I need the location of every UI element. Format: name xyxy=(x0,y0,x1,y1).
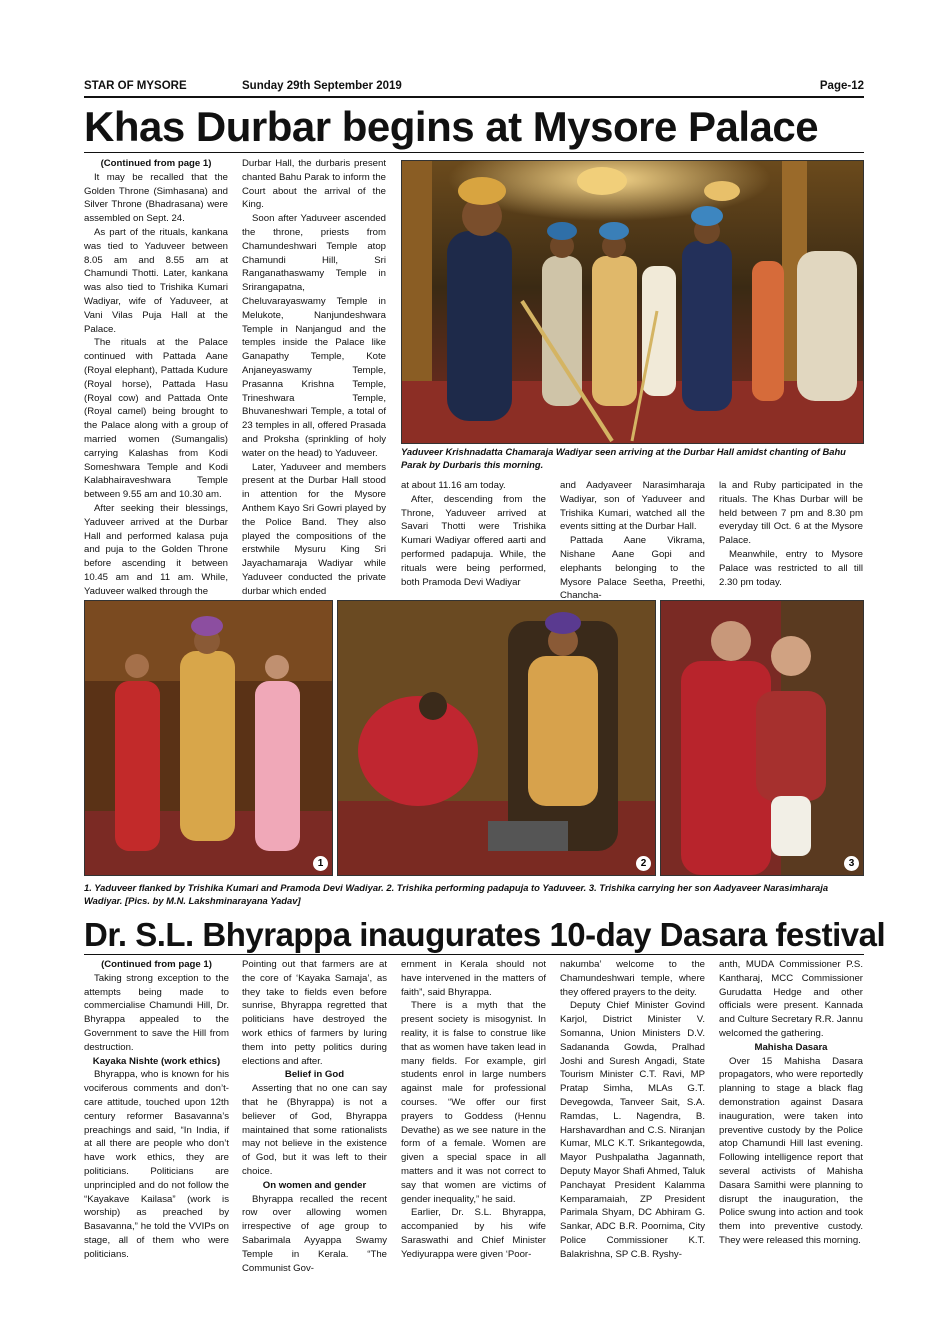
paragraph: After seeking their blessings, Yaduveer arrived at the Durbar Hall and performed kalasa puja and puja to the Golden Throne before ascending it between 10.45 am and 11 am. While, Yaduveer walked through the xyxy=(84,502,228,597)
paragraph: Over 15 Mahisha Dasara propagators, who were reportedly planning to stage a black flag demonstration against Dasara inauguration, were taken into preventive custody by the Police atop Chamundi Hill last evening. Following intelligence report that several activists of Mahisha Dasara Samithi were planning to disrupt the inauguration, the Police swung into action and took them into preventive custody. They were released this morning. xyxy=(719,1055,863,1246)
paragraph: Deputy Chief Minister Govind Karjol, District Minister V. Somanna, Union Ministers D.V. Sadananda Gowda, Pralhad Joshi and Suresh Angadi, State Tourism Minister C.T. Ravi, MP Pratap Simha, MLAs G.T. Devegowda, Tanveer Sait, S.A. Ramdas, L. Nagendra, B. Harshavardhan and C.S. Niranjan Kumar, MLC K.T. Srikantegowda, Mayor Pushpalatha Jagannath, Deputy Mayor Shafi Ahmed, Taluk Panchayat President Kalamma Kemparamaiah, ZP President Parimala Shyam, DC Abhiram G. Sankar, ADC B.R. Poornima, City Police Commissioner K.T. Balakrishna, SP C.B. Ryshy- xyxy=(560,1000,705,1260)
paragraph: Soon after Yaduveer ascended the throne, priests from Chamundeshwari Temple atop Chamundi Hill, Sri Ranganathaswamy Temple in Srirangapatna, Cheluvarayaswamy Temple in Melukote, Nanjundeshwara Temple in Nanjangud and the temples inside the Palace like Ganapathy Temple, Kote Anjaneyaswamy Temple, Prasanna Krishna Temple, Trineshwara Temple, Bhuvaneshwari Temple, a total of 23 temples in all, offered Prasada and Proksha (sprinkling of holy water on the head) to Yaduveer. xyxy=(242,213,386,459)
story2-column-1 xyxy=(84,958,229,1262)
paragraph: Durbar Hall, the durbaris present chanted Bahu Parak to inform the Court about the arrival of the King. xyxy=(242,158,386,211)
paragraph: Pattada Aane Vikrama, Nishane Aane Gopi and elephants belonging to the Mysore Palace Seetha, Preethi, Chancha- xyxy=(560,535,705,602)
paragraph: and Aadyaveer Narasimharaja Wadiyar, son of Yaduveer and Trishika Kumari, watched all the events sitting at the Durbar Hall. xyxy=(560,480,705,533)
story1-column-3 xyxy=(401,479,546,589)
subheading: Belief in God xyxy=(284,1069,345,1081)
story2-headline: Dr. S.L. Bhyrappa inaugurates 10-day Dasara festival xyxy=(84,916,886,953)
paragraph: Earlier, Dr. S.L. Bhyrappa, accompanied by his wife Saraswathi and Chief Minister Yediyurappa were given ‘Poor- xyxy=(401,1207,546,1260)
photo-2 xyxy=(337,600,656,876)
masthead-rule xyxy=(84,96,864,98)
paragraph: It may be recalled that the Golden Throne (Simhasana) and Silver Throne (Bhadrasana) were assembled on Sept. 24. xyxy=(84,171,228,225)
story1-column-4 xyxy=(560,479,705,603)
paragraph: Pointing out that farmers are at the core of ‘Kayaka Samaja’, as they take to fields even before sunrise, Bhyrappa regretted that politicians have destroyed the work ethics of farmers by luring them into petty politics during elections and after. xyxy=(242,959,387,1067)
story2-column-4 xyxy=(560,958,705,1262)
main-photo-caption: Yaduveer Krishnadatta Chamaraja Wadiyar seen arriving at the Durbar Hall amidst chanting of Bahu Parak by Durbaris this morning. xyxy=(401,446,846,470)
subheading: Kayaka Nishte (work ethics) xyxy=(92,1055,221,1067)
photo-3 xyxy=(660,600,864,876)
paragraph: nakumba’ welcome to the Chamundeshwari temple, where they offered prayers to the deity. xyxy=(560,959,705,998)
story1-column-2 xyxy=(242,157,386,599)
photo-number-1: 1 xyxy=(313,856,328,871)
story1-headline: Khas Durbar begins at Mysore Palace xyxy=(84,103,819,150)
paragraph: Taking strong exception to the attempts being made to commercialise Chamundi Hill, Dr. Bhyrappa appealed to the Government to save the Hill from destruction. xyxy=(84,972,229,1053)
photo-number-3: 3 xyxy=(844,856,859,871)
subheading: On women and gender xyxy=(262,1179,367,1191)
paragraph: As part of the rituals, kankana was tied to Yaduveer between 8.05 am and 8.55 am at Chamundi Thotti. Later, kankana was also tied to Trishika Kumari Wadiyar, wife of Yaduveer, at Vani Vilas Puja Hall at the Palace. xyxy=(84,226,228,335)
durbar-hall-photo xyxy=(401,160,864,444)
masthead xyxy=(84,80,864,96)
paper-name: STAR OF MYSORE xyxy=(84,80,187,92)
story2-column-2 xyxy=(242,958,387,1275)
headline-rule xyxy=(84,152,864,153)
photo-1 xyxy=(84,600,333,876)
paragraph: ernment in Kerala should not have intervened in the matters of faith”, said Bhyrappa. xyxy=(401,959,546,998)
paragraph: Bhyrappa recalled the recent row over allowing women irrespective of age group to Sabarimala Ayyappa Swamy Temple in Kerala. “The Communist Gov- xyxy=(242,1193,387,1274)
photo-number-2: 2 xyxy=(636,856,651,871)
story2-column-3 xyxy=(401,958,546,1262)
paragraph: Bhyrappa, who is known for his vociferous comments and don’t-care attitude, touched upon 12th century reformer Basavanna’s preachings and said, “In India, if at all there are people who don’t have work ethics, they are politicians. Politicians are unprincipled and do not follow the “Kayakave Kailasa” (work is worship) as preached by Basavanna,” he told the VVIPs on stage, all of them who were politicians. xyxy=(84,1069,229,1260)
paragraph: anth, MUDA Commissioner P.S. Kantharaj, MCC Commissioner Gurudatta Hedge and other officials were present. Kannada and Culture Secretary R.R. Jannu welcomed the gathering. xyxy=(719,959,863,1039)
continued-note: (Continued from page 1) xyxy=(100,158,212,169)
story2-rule xyxy=(84,954,864,955)
issue-date: Sunday 29th September 2019 xyxy=(242,80,402,92)
page-number: Page-12 xyxy=(819,80,864,92)
paragraph: la and Ruby participated in the rituals. The Khas Durbar will be held between 7 pm and 8.30 pm everyday till Oct. 6 at the Mysore Palace. xyxy=(719,480,863,547)
story1-column-1 xyxy=(84,157,228,599)
subheading: Mahisha Dasara xyxy=(754,1041,828,1053)
paragraph: Meanwhile, entry to Mysore Palace was restricted to all till 2.30 pm today. xyxy=(719,548,863,588)
story1-column-5 xyxy=(719,479,863,589)
paragraph: at about 11.16 am today. xyxy=(401,480,506,491)
paragraph: Later, Yaduveer and members present at the Durbar Hall stood in attention for the Mysore Anthem Kayo Sri Gowri played by the Police Band. They also played the compositions of the erstwhile Mysuru King Sri Jayachamaraja Wadiyar while Yaduveer conducted the private durbar which ended xyxy=(242,461,386,597)
photo-strip-caption: 1. Yaduveer flanked by Trishika Kumari and Pramoda Devi Wadiyar. 2. Trishika performing padapuja to Yaduveer. 3. Trishika carrying her son Aadyaveer Narasimharaja Wadiyar. [Pics. by M.N. Lakshminarayana Yadav] xyxy=(84,882,829,906)
continued-note: (Continued from page 1) xyxy=(101,959,212,970)
paragraph: Asserting that no one can say that he (Bhyrappa) is not a believer of God, Bhyrappa maintained that some rationalists may not believe in the existence of God, but it was left to their choice. xyxy=(242,1083,387,1177)
paragraph: There is a myth that the present society is misogynist. In reality, it is false to construe like that as women have taken lead in many fields. For example, girl students enrol in large numbers against male for professional courses. “We offer our first prayers to Goddess (Hennu Devathe) as we see nature in the form of a female. Women are given a special space in all matters and it was not correct to say that women are victims of gender inequality,” he said. xyxy=(401,1000,546,1205)
story2-column-5 xyxy=(719,958,863,1248)
paragraph: The rituals at the Palace continued with Pattada Aane (Royal elephant), Pattada Kudure (Royal horse), Pattada Hasu (Royal cow) and Pattada Onte (Royal camel) being brought to the Palace along with a group of married women (Sumangalis) carrying Kalashas from Kodi Someshwara Temple and Kodi Kalabhairaveshwara Temple between 9.55 am and 10.30 am. xyxy=(84,337,228,501)
paragraph: After, descending from the Throne, Yaduveer arrived at Savari Thotti were Trishika Kumari Wadiyar offered aarti and performed padapuja. While, the rituals were being performed, both Pramoda Devi Wadiyar xyxy=(401,493,546,588)
